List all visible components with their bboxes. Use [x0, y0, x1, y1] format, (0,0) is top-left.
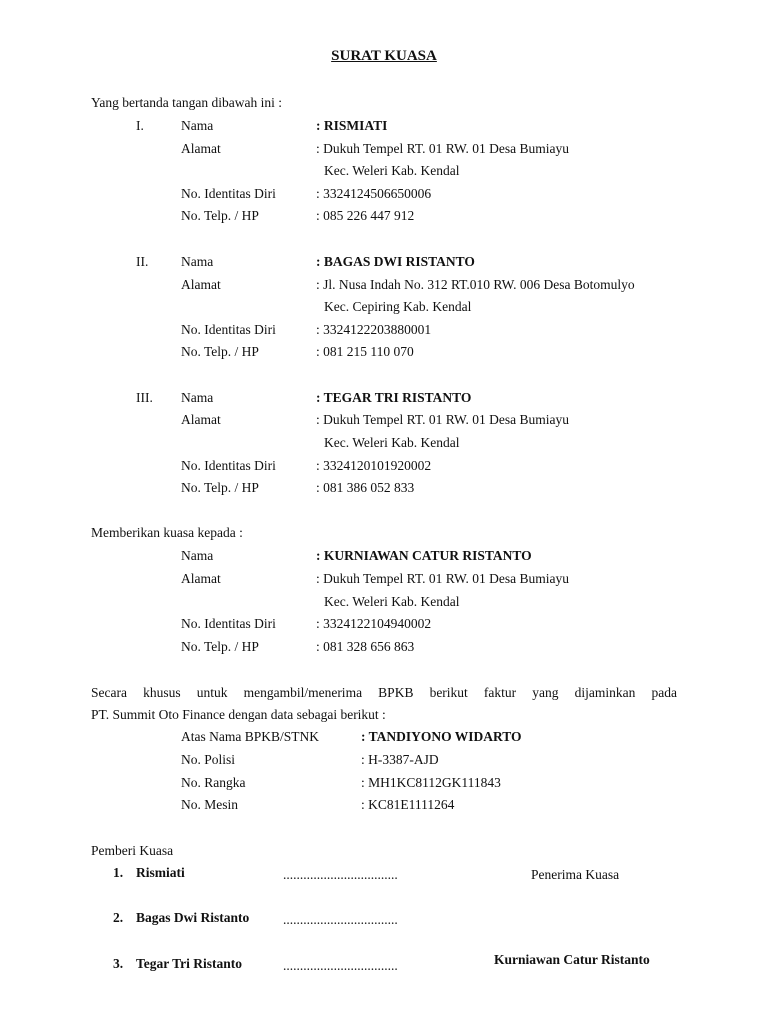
vehicle-plate-label: No. Polisi: [181, 752, 236, 767]
purpose-line-1: Secara khusus untuk mengambil/menerima BPKB berikut faktur yang dijaminkan pada: [91, 685, 677, 700]
person-3-nama: : TEGAR TRI RISTANTO: [316, 390, 472, 405]
grantor-2-signature-line: ..................................: [283, 912, 398, 927]
person-1-telp: : 085 226 447 912: [316, 208, 415, 223]
grantee-alamat-label: Alamat: [181, 571, 221, 586]
intro-text: Yang bertanda tangan dibawah ini :: [91, 95, 282, 110]
grantee-alamat-line2: Kec. Weleri Kab. Kendal: [324, 594, 460, 609]
person-3-alamat-line1: : Dukuh Tempel RT. 01 RW. 01 Desa Bumiayu: [316, 412, 569, 427]
person-3-telp-label: No. Telp. / HP: [181, 480, 259, 495]
person-1-number: I.: [136, 118, 144, 133]
person-3-nama-label: Nama: [181, 390, 214, 405]
person-1-alamat-label: Alamat: [181, 141, 221, 156]
person-1-nama-label: Nama: [181, 118, 214, 133]
grantor-2-name: Bagas Dwi Ristanto: [136, 910, 250, 925]
vehicle-plate: : H-3387-AJD: [361, 752, 439, 767]
person-1-telp-label: No. Telp. / HP: [181, 208, 259, 223]
person-2-alamat-label: Alamat: [181, 277, 221, 292]
person-3-alamat-label: Alamat: [181, 412, 221, 427]
vehicle-owner: : TANDIYONO WIDARTO: [361, 729, 522, 744]
person-3-telp: : 081 386 052 833: [316, 480, 415, 495]
grantee-identitas-label: No. Identitas Diri: [181, 616, 276, 631]
vehicle-chassis: : MH1KC8112GK111843: [361, 775, 501, 790]
person-2-nama: : BAGAS DWI RISTANTO: [316, 254, 475, 269]
grantor-1-name: Rismiati: [136, 865, 185, 880]
person-2-nama-label: Nama: [181, 254, 214, 269]
vehicle-chassis-label: No. Rangka: [181, 775, 246, 790]
person-1-identitas-label: No. Identitas Diri: [181, 186, 276, 201]
person-1-alamat-line2: Kec. Weleri Kab. Kendal: [324, 163, 460, 178]
grantor-3-number: 3.: [113, 956, 124, 971]
grantee-identitas: : 3324122104940002: [316, 616, 432, 631]
vehicle-owner-label: Atas Nama BPKB/STNK: [181, 729, 319, 744]
grantor-1-number: 1.: [113, 865, 124, 880]
purpose-line-2: PT. Summit Oto Finance dengan data sebagai berikut :: [91, 707, 386, 722]
person-2-identitas-label: No. Identitas Diri: [181, 322, 276, 337]
penerima-kuasa-label: Penerima Kuasa: [531, 867, 620, 882]
grantor-1-signature-line: ..................................: [283, 867, 398, 882]
person-2-alamat-line2: Kec. Cepiring Kab. Kendal: [324, 299, 472, 314]
person-3-alamat-line2: Kec. Weleri Kab. Kendal: [324, 435, 460, 450]
grantee-telp: : 081 328 656 863: [316, 639, 415, 654]
vehicle-engine: : KC81E1111264: [361, 797, 455, 812]
document-title: SURAT KUASA: [331, 48, 437, 64]
grantee-telp-label: No. Telp. / HP: [181, 639, 259, 654]
person-3-identitas: : 3324120101920002: [316, 458, 432, 473]
person-1-nama: : RISMIATI: [316, 118, 388, 133]
person-2-telp-label: No. Telp. / HP: [181, 344, 259, 359]
grantee-alamat-line1: : Dukuh Tempel RT. 01 RW. 01 Desa Bumiayu: [316, 571, 569, 586]
person-2-number: II.: [136, 254, 149, 269]
grantee-nama-label: Nama: [181, 548, 214, 563]
grantee-intro: Memberikan kuasa kepada :: [91, 525, 243, 540]
person-2-alamat-line1: : Jl. Nusa Indah No. 312 RT.010 RW. 006 Desa Botomulyo: [316, 277, 635, 292]
person-2-identitas: : 3324122203880001: [316, 322, 432, 337]
grantor-2-number: 2.: [113, 910, 124, 925]
grantee-nama: : KURNIAWAN CATUR RISTANTO: [316, 548, 532, 563]
penerima-kuasa-name: Kurniawan Catur Ristanto: [494, 952, 650, 967]
person-2-telp: : 081 215 110 070: [316, 344, 414, 359]
person-1-identitas: : 3324124506650006: [316, 186, 432, 201]
person-3-number: III.: [136, 390, 153, 405]
person-3-identitas-label: No. Identitas Diri: [181, 458, 276, 473]
pemberi-kuasa-label: Pemberi Kuasa: [91, 843, 174, 858]
person-1-alamat-line1: : Dukuh Tempel RT. 01 RW. 01 Desa Bumiayu: [316, 141, 569, 156]
vehicle-engine-label: No. Mesin: [181, 797, 238, 812]
grantor-3-signature-line: ..................................: [283, 958, 398, 973]
grantor-3-name: Tegar Tri Ristanto: [136, 956, 243, 971]
